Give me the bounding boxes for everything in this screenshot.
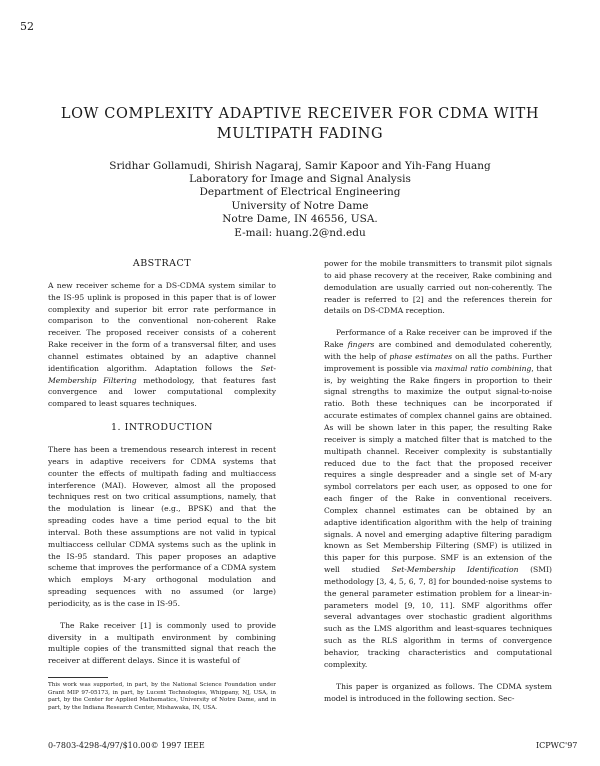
left-column	[48, 258, 276, 713]
rp2-em-smi: Set-Membership Identification	[391, 565, 519, 575]
right-paragraph-3: This paper is organized as follows. The CDMA system model is introduced in the following section. Sec-	[324, 681, 552, 703]
footer-conference: ICPWC'97	[536, 741, 578, 750]
title-line-2: MULTIPATH FADING	[216, 126, 384, 142]
abstract-text-before: A new receiver scheme for a DS-CDMA system similar to the IS-95 uplink is proposed in this paper that is of lower complexity and superior bit error rate performance in comparison to the conventional non-coherent Rake receiver. The proposed receiver consists of a coherent Rake receiver in the form of a transversal filter, and uses channel estimates obtained by an adaptive channel identification algorithm. Adaptation follows the	[48, 280, 276, 373]
abstract-text-after: methodology, that features fast convergence and lower computational complexity compared to least squares techniques.	[48, 375, 276, 409]
affiliation-city: Notre Dame, IN 46556, USA.	[222, 213, 378, 226]
author-list: Sridhar Gollamudi, Shirish Nagaraj, Samir Kapoor and Yih-Fang Huang	[109, 160, 491, 172]
affiliation-email: E-mail: huang.2@nd.edu	[234, 226, 366, 239]
page-number: 52	[20, 20, 34, 33]
rp2-d: , that is, by weighting the Rake fingers in proportion to their signal strengths to maximize the output signal-to-noise ratio. Both these techniques can be incorporated if accurate estimates of complex channel gains are obtained. As will be shown later in this paper, the resulting Rake receiver is simply a matched filter that is matched to the multipath channel. Receiver complexity is substantially reduced due to the fact that the proposed receiver requires a single despreader and a single set of M-ary symbol correlators per each user, as opposed to one for each finger of the Rake in conventional receivers. Complex channel estimates can be obtained by an adaptive identification algorithm with the help of training signals. A novel and emerging adaptive filtering paradigm known as Set Membership Filtering (SMF) is utilized in this paper for this purpose. SMF is an extension of the well studied	[324, 363, 552, 575]
affiliation-university: University of Notre Dame	[231, 199, 369, 212]
rp2-em-phase: phase estimates	[389, 351, 453, 361]
abstract-text-em: Set-Membership Filtering	[48, 363, 276, 385]
affiliation-block	[140, 173, 460, 240]
introduction-paragraph-2: The Rake receiver [1] is commonly used to provide diversity in a multipath environment by combining multiple copies of the transmitted signal that reach the receiver at different delays. Since it is wasteful of	[48, 620, 276, 666]
abstract-heading: ABSTRACT	[132, 258, 192, 269]
title-line-1: LOW COMPLEXITY ADAPTIVE RECEIVER FOR CDMA WITH	[60, 106, 540, 122]
right-paragraph-1: power for the mobile transmitters to transmit pilot signals to aid phase recovery at the receiver, Rake combining and demodulation are usually carried out non-coherently. The reader is referred to [2] and the references therein for details on DS-CDMA reception.	[324, 259, 552, 316]
rp2-a: Performance of a Rake receiver can be improved if the Rake	[324, 328, 552, 350]
footnote: This work was supported, in part, by the National Science Foundation under Grant MIP 97-05173, in part, by Lucent Technologies, Whippany, NJ, USA, in part, by the Center for Applied Mathematics, University of Notre Dame, and in part, by the Indiana Research Center, Mishawaka, IN, USA.	[48, 682, 276, 711]
rp2-b: are combined and demodulated coherently, with the help of	[324, 340, 553, 361]
introduction-paragraph-1: There has been a tremendous research interest in recent years in adaptive receivers for CDMA systems that counter the effects of multipath fading and multiaccess interference (MAI). However, almost all the proposed techniques rest on two critical assumptions, namely, that the modulation is linear (e.g., BPSK) and that the spreading codes have a time period equal to the bit interval. Both these assumptions are not valid in typical multiaccess cellular CDMA systems such as the uplink in the IS-95 standard. This paper proposes an adaptive scheme that improves the performance of a CDMA system which employs M-ary orthogonal modulation and spreading sequences with no assumed (or large) periodicity, as is the case in IS-95.	[48, 444, 276, 608]
rp2-em-mrc: maximal ratio combining	[434, 363, 532, 373]
introduction-heading: 1. INTRODUCTION	[110, 422, 213, 434]
right-column	[324, 258, 552, 714]
affiliation-department: Department of Electrical Engineering	[199, 186, 401, 199]
rp2-em-fingers: fingers	[347, 340, 375, 350]
paper-title	[40, 104, 560, 144]
abstract-text	[48, 280, 276, 410]
right-paragraph-2	[324, 327, 552, 670]
rp2-e: (SMI) methodology [3, 4, 5, 6, 7, 8] for bounded-noise systems to the general parameter estimation problem for a linear-in-parameters model [9, 10, 11]. SMF algorithms offer several advantages over stochastic gradient algorithms such as the LMS algorithm and least-squares techniques such as the RLS algorithm in terms of convergence behavior, tracking characteristics and computational complexity.	[324, 565, 552, 669]
affiliation-lab: Laboratory for Image and Signal Analysis	[189, 173, 411, 185]
rp2-c: on all the paths. Further improvement is possible via	[324, 351, 552, 373]
footnote-rule	[48, 677, 108, 678]
footer-isbn: 0-7803-4298-4/97/$10.00© 1997 IEEE	[48, 741, 205, 750]
